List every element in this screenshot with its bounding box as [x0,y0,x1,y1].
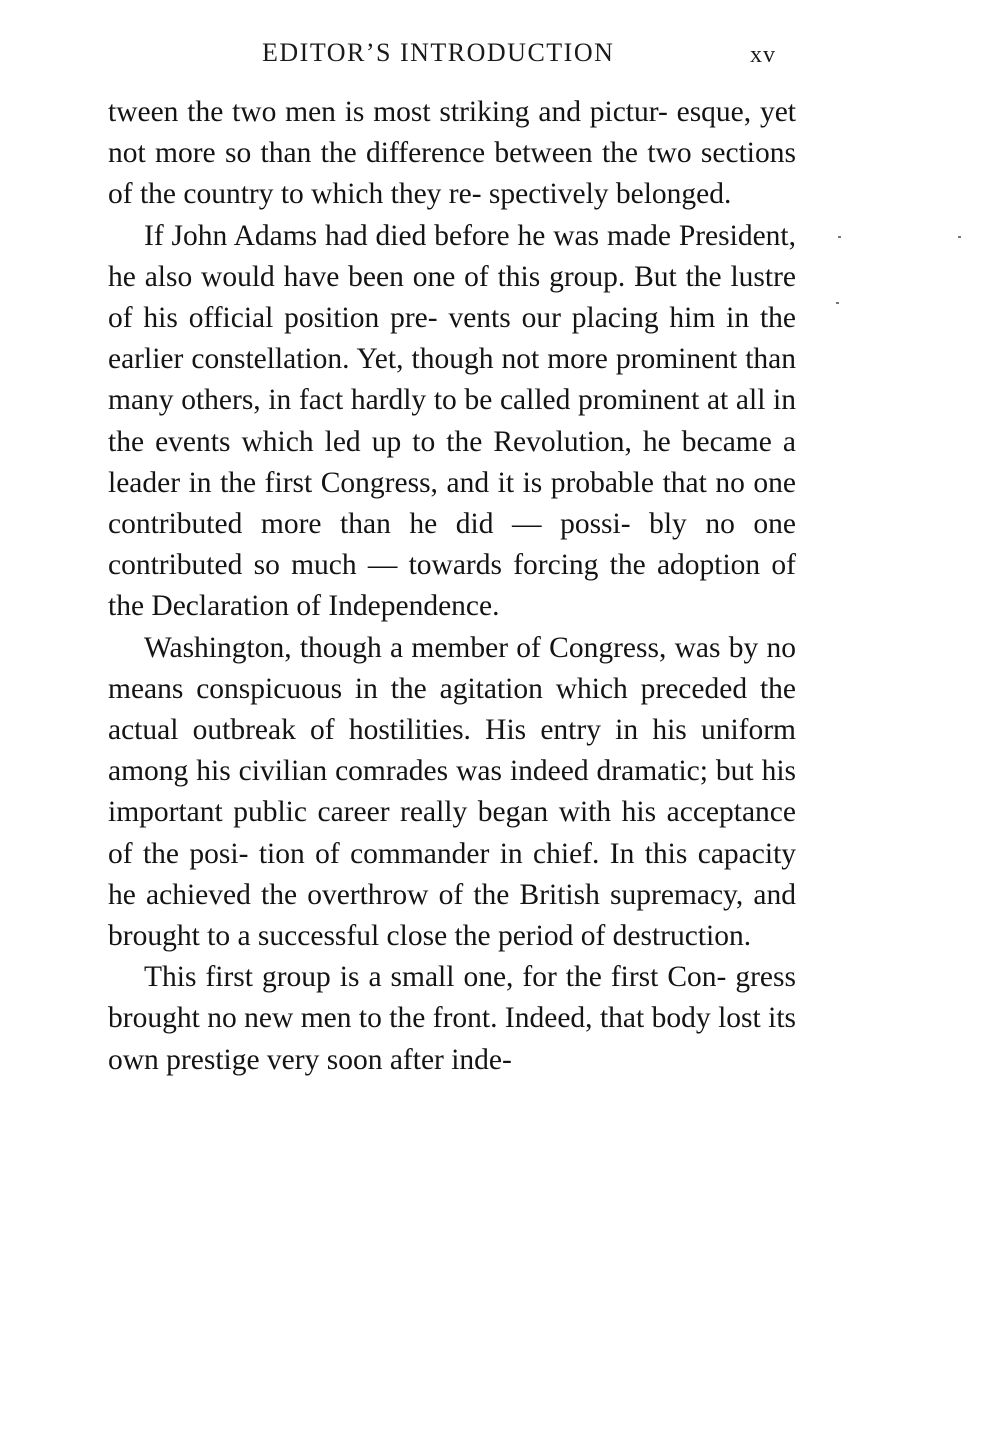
text-line: bly no one contributed so much — towards forcing [108,508,796,582]
text-line: the two sections of the country to which they re- [108,137,796,211]
page-number: xv [750,42,776,68]
text-line: spectively belonged. [488,178,732,211]
text-line: entry in his uniform among his civilian comrades [108,714,796,788]
text-line: and brought to a successful close the period of [108,878,797,953]
text-line: tion of commander in chief. In this capacity he [108,837,797,911]
text-line: a leader in the first Congress, and it is probable [108,425,796,499]
text-line: the adoption of the Declaration of Independence. [108,549,796,623]
text-line: esque, yet not more so than the difference between [108,96,796,170]
paragraph-washington [108,628,796,958]
paragraph-first-group [108,957,796,1081]
text-line: This first group is a small one, for the first Con- [144,961,727,994]
text-line: gress brought no new men to the front. Indeed, [108,961,796,1035]
text-line: in fact hardly to be called prominent at all in the [108,384,796,458]
text-line: vents our placing him in the earlier constellation. [108,302,796,376]
scan-speck [958,236,961,238]
text-line: destruction. [612,920,752,953]
text-line: Washington, though a member of Congress, was [144,631,729,664]
body-text [108,92,796,1081]
text-line: that body lost its own prestige very soon after inde- [108,1002,797,1076]
paragraph-john-adams [108,216,796,628]
text-line: tween the two men is most striking and pictur- [108,96,668,128]
scan-speck [838,236,841,238]
text-line: by no means conspicuous in the agitation which [108,631,796,705]
text-line: was indeed dramatic; but his important public [108,755,796,829]
text-line: achieved the overthrow of the British supremacy, [146,878,754,911]
running-head: EDITOR’S INTRODUCTION [262,38,615,67]
page-header [0,38,1000,78]
text-line: Yet, though not more prominent than many others, [108,343,796,417]
text-line: events which led up to the Revolution, he became [155,425,783,458]
text-line: preceded the actual outbreak of hostilities. His [108,672,796,747]
scan-speck [836,302,839,304]
text-line: President, he also would have been one of this [108,219,796,293]
text-line: that no one contributed more than he did — possi- [108,466,796,541]
paragraph-continuation [108,92,796,216]
text-line: group. But the lustre of his official position pre- [108,260,797,335]
text-line: If John Adams had died before he was made [144,219,679,252]
text-line: career really began with his acceptance of the posi- [108,796,796,870]
